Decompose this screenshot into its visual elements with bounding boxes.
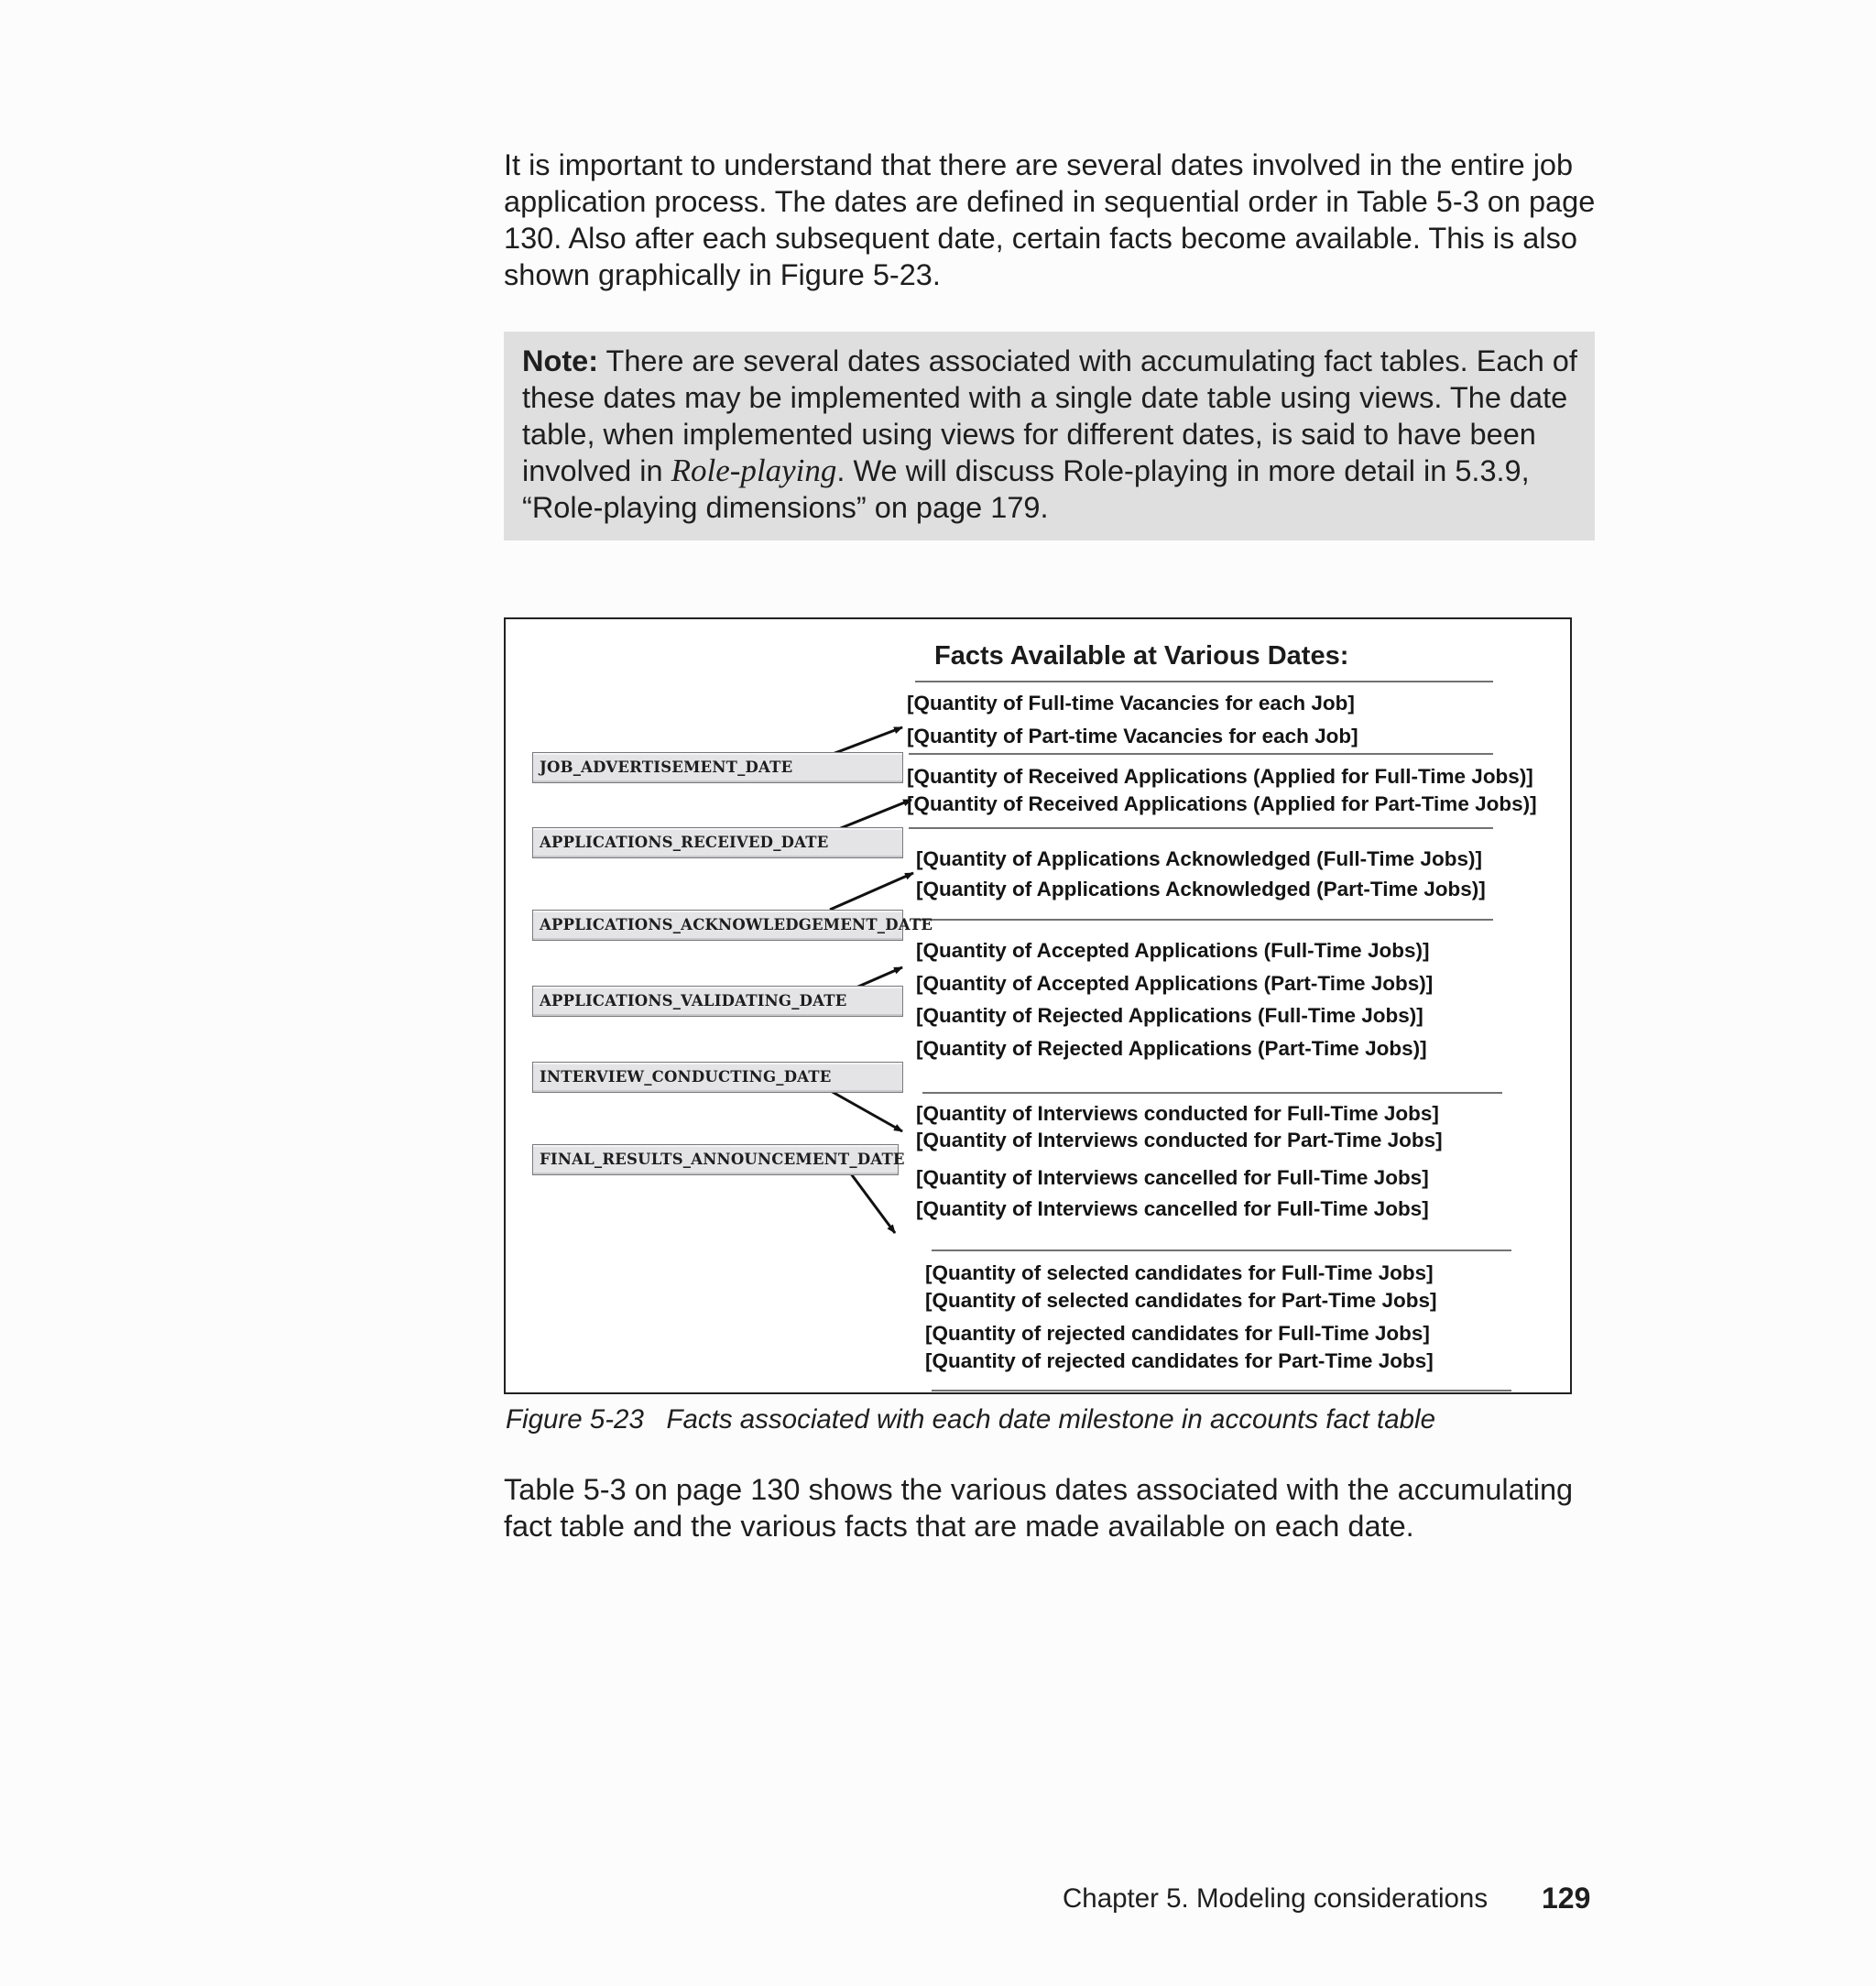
footer-chapter-title: Chapter 5. Modeling considerations — [1063, 1883, 1489, 1914]
note-label: Note: — [522, 344, 599, 377]
fact-label: [Quantity of selected candidates for Part-Time Jobs] — [925, 1289, 1437, 1312]
date-field-applications-acknowledgement: APPLICATIONS_ACKNOWLEDGEMENT_DATE — [532, 910, 903, 941]
fact-label: [Quantity of Rejected Applications (Part-Time Jobs)] — [916, 1037, 1427, 1060]
closing-paragraph: Table 5-3 on page 130 shows the various dates associated with the accumulating fact table and the various facts that are made available on each date. — [504, 1473, 1574, 1543]
arrow-connector — [847, 1169, 895, 1233]
fact-label: [Quantity of Applications Acknowledged (Part-Time Jobs)] — [916, 878, 1486, 900]
date-field-final-results-announcement: FINAL_RESULTS_ANNOUNCEMENT_DATE — [532, 1144, 899, 1175]
fact-label: [Quantity of Full-time Vacancies for each Job] — [907, 692, 1355, 715]
arrow-connector — [830, 873, 913, 910]
intro-paragraph: It is important to understand that there are several dates involved in the entire job application process. The dates are defined in sequential order in Table 5-3 on page 130. Also after each subsequent date, certain facts become available. This is also shown graphically in Figure 5-23. — [504, 148, 1596, 291]
fact-label: [Quantity of Interviews cancelled for Full-Time Jobs] — [916, 1197, 1429, 1220]
fact-label: [Quantity of Interviews cancelled for Full-Time Jobs] — [916, 1166, 1429, 1189]
note-box — [504, 332, 1595, 540]
fact-label: [Quantity of Received Applications (Applied for Part-Time Jobs)] — [907, 792, 1537, 815]
fact-label: [Quantity of Accepted Applications (Part-Time Jobs)] — [916, 972, 1434, 995]
fact-label: [Quantity of rejected candidates for Full-Time Jobs] — [925, 1322, 1430, 1345]
note-term: Role-playing — [671, 453, 837, 488]
date-field-applications-validating: APPLICATIONS_VALIDATING_DATE — [532, 986, 903, 1017]
footer-page-number: 129 — [1542, 1882, 1591, 1915]
fact-label: [Quantity of selected candidates for Full-Time Jobs] — [925, 1261, 1434, 1284]
fact-label: [Quantity of Rejected Applications (Full-Time Jobs)] — [916, 1004, 1423, 1027]
fact-label: [Quantity of rejected candidates for Part-Time Jobs] — [925, 1349, 1434, 1372]
fact-label: [Quantity of Received Applications (Applied for Full-Time Jobs)] — [907, 765, 1533, 788]
date-field-job-advertisement: JOB_ADVERTISEMENT_DATE — [532, 752, 903, 783]
date-field-applications-received: APPLICATIONS_RECEIVED_DATE — [532, 827, 903, 858]
fact-label: [Quantity of Interviews conducted for Full-Time Jobs] — [916, 1102, 1439, 1125]
fact-label: [Quantity of Interviews conducted for Part-Time Jobs] — [916, 1129, 1443, 1151]
fact-label: [Quantity of Applications Acknowledged (Full-Time Jobs)] — [916, 847, 1482, 870]
note-text-after: . We will discuss Role-playing in more detail in 5.3.9, “Role-playing dimensions” on page 179. — [522, 454, 1530, 524]
figure-title: Facts Available at Various Dates: — [934, 641, 1349, 671]
arrow-connector — [823, 1086, 902, 1131]
fact-label: [Quantity of Part-time Vacancies for each Job] — [907, 725, 1358, 747]
fact-label: [Quantity of Accepted Applications (Full-Time Jobs)] — [916, 939, 1430, 962]
note-text-before: There are several dates associated with accumulating fact tables. Each of these dates may be implemented with a single date table using views. The date table, when implemented using views for different dates, is said to have been involved in — [522, 344, 1577, 487]
date-field-interview-conducting: INTERVIEW_CONDUCTING_DATE — [532, 1062, 903, 1093]
figure-caption: Figure 5-23 Facts associated with each date milestone in accounts fact table — [506, 1404, 1436, 1435]
figure-diagram — [504, 617, 1572, 1394]
